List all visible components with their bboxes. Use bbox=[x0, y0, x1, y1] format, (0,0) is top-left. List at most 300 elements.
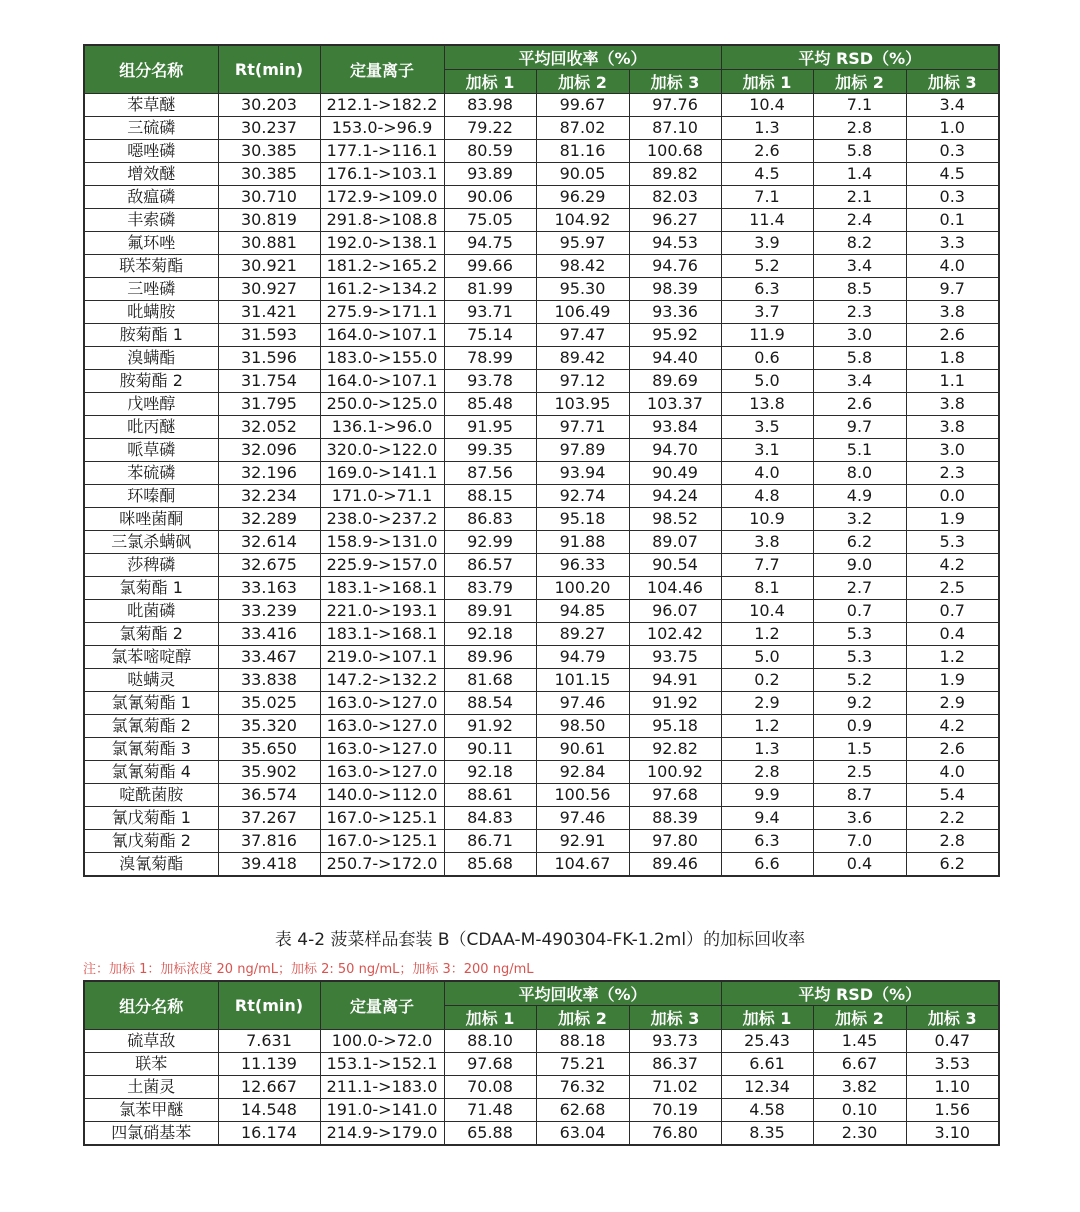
table-row bbox=[84, 853, 999, 877]
cell-rsd-spike-3: 2.5 bbox=[906, 577, 999, 600]
cell-rsd-spike-3: 0.47 bbox=[906, 1030, 999, 1053]
header-rsd-spike-2: 加标 2 bbox=[813, 1006, 906, 1030]
cell-retention-time: 7.631 bbox=[218, 1030, 320, 1053]
cell-recovery-spike-3: 93.84 bbox=[629, 416, 721, 439]
cell-rsd-spike-1: 25.43 bbox=[721, 1030, 813, 1053]
cell-quant-ion: 275.9->171.1 bbox=[320, 301, 444, 324]
header-component-name: 组分名称 bbox=[84, 981, 218, 1030]
cell-rsd-spike-1: 6.3 bbox=[721, 278, 813, 301]
cell-recovery-spike-2: 63.04 bbox=[536, 1122, 629, 1146]
cell-rsd-spike-3: 3.8 bbox=[906, 416, 999, 439]
cell-component-name: 联苯 bbox=[84, 1053, 218, 1076]
cell-component-name: 戊唑醇 bbox=[84, 393, 218, 416]
table-row bbox=[84, 439, 999, 462]
cell-rsd-spike-3: 4.2 bbox=[906, 715, 999, 738]
cell-rsd-spike-2: 8.0 bbox=[813, 462, 906, 485]
cell-recovery-spike-1: 93.78 bbox=[444, 370, 536, 393]
cell-retention-time: 32.234 bbox=[218, 485, 320, 508]
cell-rsd-spike-2: 8.7 bbox=[813, 784, 906, 807]
cell-recovery-spike-3: 93.73 bbox=[629, 1030, 721, 1053]
cell-rsd-spike-3: 2.3 bbox=[906, 462, 999, 485]
cell-rsd-spike-2: 0.7 bbox=[813, 600, 906, 623]
cell-recovery-spike-3: 94.70 bbox=[629, 439, 721, 462]
table-row bbox=[84, 324, 999, 347]
cell-retention-time: 32.196 bbox=[218, 462, 320, 485]
header-component-name: 组分名称 bbox=[84, 45, 218, 94]
cell-component-name: 溴螨酯 bbox=[84, 347, 218, 370]
header-rsd-spike-1: 加标 1 bbox=[721, 70, 813, 94]
cell-rsd-spike-1: 3.1 bbox=[721, 439, 813, 462]
cell-recovery-spike-3: 88.39 bbox=[629, 807, 721, 830]
cell-recovery-spike-2: 97.12 bbox=[536, 370, 629, 393]
cell-recovery-spike-1: 75.14 bbox=[444, 324, 536, 347]
cell-rsd-spike-1: 5.0 bbox=[721, 646, 813, 669]
cell-rsd-spike-3: 1.2 bbox=[906, 646, 999, 669]
cell-component-name: 氟环唑 bbox=[84, 232, 218, 255]
cell-quant-ion: 153.0->96.9 bbox=[320, 117, 444, 140]
cell-rsd-spike-2: 9.2 bbox=[813, 692, 906, 715]
header-avg-rsd: 平均 RSD（%） bbox=[721, 981, 999, 1006]
table-row bbox=[84, 485, 999, 508]
cell-recovery-spike-1: 86.71 bbox=[444, 830, 536, 853]
cell-recovery-spike-1: 91.92 bbox=[444, 715, 536, 738]
cell-rsd-spike-2: 2.1 bbox=[813, 186, 906, 209]
table-row bbox=[84, 830, 999, 853]
cell-component-name: 氯氰菊酯 2 bbox=[84, 715, 218, 738]
cell-quant-ion: 238.0->237.2 bbox=[320, 508, 444, 531]
table-row bbox=[84, 347, 999, 370]
cell-rsd-spike-2: 8.2 bbox=[813, 232, 906, 255]
cell-component-name: 氯苯嘧啶醇 bbox=[84, 646, 218, 669]
cell-recovery-spike-2: 62.68 bbox=[536, 1099, 629, 1122]
cell-rsd-spike-1: 2.8 bbox=[721, 761, 813, 784]
cell-quant-ion: 147.2->132.2 bbox=[320, 669, 444, 692]
cell-rsd-spike-1: 10.4 bbox=[721, 94, 813, 117]
cell-retention-time: 30.819 bbox=[218, 209, 320, 232]
cell-component-name: 溴氰菊酯 bbox=[84, 853, 218, 877]
cell-rsd-spike-2: 5.3 bbox=[813, 646, 906, 669]
cell-recovery-spike-1: 90.11 bbox=[444, 738, 536, 761]
cell-rsd-spike-2: 0.10 bbox=[813, 1099, 906, 1122]
header-rsd-spike-3: 加标 3 bbox=[906, 70, 999, 94]
cell-rsd-spike-1: 2.9 bbox=[721, 692, 813, 715]
cell-recovery-spike-3: 98.39 bbox=[629, 278, 721, 301]
table-row bbox=[84, 462, 999, 485]
cell-rsd-spike-2: 1.45 bbox=[813, 1030, 906, 1053]
cell-recovery-spike-2: 94.79 bbox=[536, 646, 629, 669]
cell-recovery-spike-3: 89.82 bbox=[629, 163, 721, 186]
table-header bbox=[84, 981, 999, 1030]
cell-recovery-spike-3: 100.68 bbox=[629, 140, 721, 163]
cell-component-name: 噁唑磷 bbox=[84, 140, 218, 163]
cell-rsd-spike-1: 8.1 bbox=[721, 577, 813, 600]
header-recovery-spike-1: 加标 1 bbox=[444, 70, 536, 94]
cell-recovery-spike-2: 96.29 bbox=[536, 186, 629, 209]
cell-rsd-spike-2: 3.82 bbox=[813, 1076, 906, 1099]
cell-retention-time: 30.921 bbox=[218, 255, 320, 278]
cell-rsd-spike-2: 6.2 bbox=[813, 531, 906, 554]
cell-recovery-spike-2: 106.49 bbox=[536, 301, 629, 324]
cell-quant-ion: 164.0->107.1 bbox=[320, 370, 444, 393]
cell-recovery-spike-3: 90.49 bbox=[629, 462, 721, 485]
cell-component-name: 咪唑菌酮 bbox=[84, 508, 218, 531]
cell-rsd-spike-3: 3.0 bbox=[906, 439, 999, 462]
cell-rsd-spike-2: 3.4 bbox=[813, 370, 906, 393]
cell-component-name: 增效醚 bbox=[84, 163, 218, 186]
cell-component-name: 土菌灵 bbox=[84, 1076, 218, 1099]
cell-rsd-spike-1: 1.2 bbox=[721, 715, 813, 738]
cell-quant-ion: 100.0->72.0 bbox=[320, 1030, 444, 1053]
cell-recovery-spike-1: 81.68 bbox=[444, 669, 536, 692]
cell-recovery-spike-2: 97.46 bbox=[536, 807, 629, 830]
cell-component-name: 苯硫磷 bbox=[84, 462, 218, 485]
cell-recovery-spike-1: 71.48 bbox=[444, 1099, 536, 1122]
cell-recovery-spike-2: 90.61 bbox=[536, 738, 629, 761]
cell-rsd-spike-1: 2.6 bbox=[721, 140, 813, 163]
cell-rsd-spike-3: 3.3 bbox=[906, 232, 999, 255]
cell-retention-time: 32.096 bbox=[218, 439, 320, 462]
cell-rsd-spike-3: 0.3 bbox=[906, 186, 999, 209]
cell-recovery-spike-1: 93.71 bbox=[444, 301, 536, 324]
cell-recovery-spike-3: 94.24 bbox=[629, 485, 721, 508]
cell-component-name: 哒螨灵 bbox=[84, 669, 218, 692]
cell-component-name: 三氯杀螨砜 bbox=[84, 531, 218, 554]
cell-component-name: 氯菊酯 2 bbox=[84, 623, 218, 646]
cell-retention-time: 11.139 bbox=[218, 1053, 320, 1076]
cell-rsd-spike-1: 0.2 bbox=[721, 669, 813, 692]
header-recovery-spike-1: 加标 1 bbox=[444, 1006, 536, 1030]
cell-recovery-spike-1: 70.08 bbox=[444, 1076, 536, 1099]
recovery-table-1 bbox=[83, 44, 1000, 877]
cell-rsd-spike-2: 3.0 bbox=[813, 324, 906, 347]
cell-rsd-spike-1: 3.7 bbox=[721, 301, 813, 324]
cell-recovery-spike-3: 76.80 bbox=[629, 1122, 721, 1146]
cell-rsd-spike-2: 2.8 bbox=[813, 117, 906, 140]
cell-recovery-spike-3: 70.19 bbox=[629, 1099, 721, 1122]
cell-component-name: 三唑磷 bbox=[84, 278, 218, 301]
header-rsd-spike-1: 加标 1 bbox=[721, 1006, 813, 1030]
cell-retention-time: 31.421 bbox=[218, 301, 320, 324]
cell-rsd-spike-1: 4.58 bbox=[721, 1099, 813, 1122]
cell-rsd-spike-3: 3.53 bbox=[906, 1053, 999, 1076]
cell-retention-time: 33.838 bbox=[218, 669, 320, 692]
table-body bbox=[84, 94, 999, 877]
cell-recovery-spike-2: 98.42 bbox=[536, 255, 629, 278]
cell-component-name: 联苯菊酯 bbox=[84, 255, 218, 278]
cell-rsd-spike-3: 0.4 bbox=[906, 623, 999, 646]
cell-retention-time: 32.289 bbox=[218, 508, 320, 531]
cell-recovery-spike-1: 90.06 bbox=[444, 186, 536, 209]
cell-rsd-spike-2: 2.7 bbox=[813, 577, 906, 600]
cell-rsd-spike-3: 2.9 bbox=[906, 692, 999, 715]
cell-component-name: 哌草磷 bbox=[84, 439, 218, 462]
cell-retention-time: 31.593 bbox=[218, 324, 320, 347]
cell-retention-time: 12.667 bbox=[218, 1076, 320, 1099]
cell-recovery-spike-1: 83.98 bbox=[444, 94, 536, 117]
cell-rsd-spike-2: 3.2 bbox=[813, 508, 906, 531]
cell-rsd-spike-2: 5.3 bbox=[813, 623, 906, 646]
cell-retention-time: 32.052 bbox=[218, 416, 320, 439]
cell-recovery-spike-1: 81.99 bbox=[444, 278, 536, 301]
cell-quant-ion: 219.0->107.1 bbox=[320, 646, 444, 669]
cell-rsd-spike-2: 7.1 bbox=[813, 94, 906, 117]
cell-rsd-spike-1: 4.5 bbox=[721, 163, 813, 186]
cell-quant-ion: 172.9->109.0 bbox=[320, 186, 444, 209]
cell-quant-ion: 167.0->125.1 bbox=[320, 830, 444, 853]
cell-rsd-spike-3: 3.8 bbox=[906, 301, 999, 324]
table-row bbox=[84, 715, 999, 738]
cell-recovery-spike-1: 89.96 bbox=[444, 646, 536, 669]
cell-quant-ion: 163.0->127.0 bbox=[320, 715, 444, 738]
cell-rsd-spike-1: 9.9 bbox=[721, 784, 813, 807]
cell-rsd-spike-1: 6.3 bbox=[721, 830, 813, 853]
cell-rsd-spike-3: 9.7 bbox=[906, 278, 999, 301]
cell-rsd-spike-2: 2.5 bbox=[813, 761, 906, 784]
table-body bbox=[84, 1030, 999, 1146]
cell-rsd-spike-3: 4.0 bbox=[906, 761, 999, 784]
cell-rsd-spike-3: 0.1 bbox=[906, 209, 999, 232]
table-row bbox=[84, 1076, 999, 1099]
cell-recovery-spike-1: 99.35 bbox=[444, 439, 536, 462]
cell-quant-ion: 191.0->141.0 bbox=[320, 1099, 444, 1122]
cell-retention-time: 36.574 bbox=[218, 784, 320, 807]
cell-component-name: 敌瘟磷 bbox=[84, 186, 218, 209]
cell-quant-ion: 214.9->179.0 bbox=[320, 1122, 444, 1146]
cell-recovery-spike-3: 97.80 bbox=[629, 830, 721, 853]
cell-rsd-spike-2: 5.8 bbox=[813, 140, 906, 163]
cell-component-name: 环嗪酮 bbox=[84, 485, 218, 508]
cell-recovery-spike-2: 100.20 bbox=[536, 577, 629, 600]
cell-recovery-spike-3: 103.37 bbox=[629, 393, 721, 416]
cell-retention-time: 37.816 bbox=[218, 830, 320, 853]
cell-rsd-spike-1: 4.8 bbox=[721, 485, 813, 508]
table-row bbox=[84, 117, 999, 140]
cell-rsd-spike-3: 2.6 bbox=[906, 738, 999, 761]
cell-recovery-spike-2: 97.89 bbox=[536, 439, 629, 462]
cell-recovery-spike-1: 78.99 bbox=[444, 347, 536, 370]
cell-rsd-spike-2: 5.8 bbox=[813, 347, 906, 370]
cell-recovery-spike-1: 75.05 bbox=[444, 209, 536, 232]
header-retention-time: Rt(min) bbox=[218, 45, 320, 94]
cell-recovery-spike-3: 94.53 bbox=[629, 232, 721, 255]
cell-recovery-spike-2: 103.95 bbox=[536, 393, 629, 416]
cell-component-name: 丰索磷 bbox=[84, 209, 218, 232]
cell-recovery-spike-3: 91.92 bbox=[629, 692, 721, 715]
cell-recovery-spike-3: 89.07 bbox=[629, 531, 721, 554]
cell-recovery-spike-2: 75.21 bbox=[536, 1053, 629, 1076]
table-row bbox=[84, 186, 999, 209]
cell-recovery-spike-2: 87.02 bbox=[536, 117, 629, 140]
header-recovery-spike-3: 加标 3 bbox=[629, 70, 721, 94]
cell-recovery-spike-2: 93.94 bbox=[536, 462, 629, 485]
cell-recovery-spike-1: 94.75 bbox=[444, 232, 536, 255]
cell-component-name: 吡螨胺 bbox=[84, 301, 218, 324]
cell-recovery-spike-3: 89.46 bbox=[629, 853, 721, 877]
cell-rsd-spike-3: 5.3 bbox=[906, 531, 999, 554]
cell-recovery-spike-2: 90.05 bbox=[536, 163, 629, 186]
cell-rsd-spike-3: 3.10 bbox=[906, 1122, 999, 1146]
cell-retention-time: 33.163 bbox=[218, 577, 320, 600]
cell-quant-ion: 225.9->157.0 bbox=[320, 554, 444, 577]
cell-recovery-spike-2: 97.47 bbox=[536, 324, 629, 347]
cell-retention-time: 33.467 bbox=[218, 646, 320, 669]
cell-rsd-spike-1: 9.4 bbox=[721, 807, 813, 830]
cell-recovery-spike-2: 98.50 bbox=[536, 715, 629, 738]
table-row bbox=[84, 278, 999, 301]
table-row bbox=[84, 209, 999, 232]
cell-component-name: 啶酰菌胺 bbox=[84, 784, 218, 807]
cell-rsd-spike-1: 1.3 bbox=[721, 117, 813, 140]
cell-rsd-spike-3: 0.3 bbox=[906, 140, 999, 163]
cell-recovery-spike-2: 101.15 bbox=[536, 669, 629, 692]
cell-recovery-spike-1: 87.56 bbox=[444, 462, 536, 485]
cell-recovery-spike-1: 91.95 bbox=[444, 416, 536, 439]
table-row bbox=[84, 761, 999, 784]
cell-recovery-spike-2: 104.92 bbox=[536, 209, 629, 232]
cell-quant-ion: 153.1->152.1 bbox=[320, 1053, 444, 1076]
table-row bbox=[84, 1099, 999, 1122]
cell-rsd-spike-1: 3.5 bbox=[721, 416, 813, 439]
cell-recovery-spike-3: 71.02 bbox=[629, 1076, 721, 1099]
cell-recovery-spike-1: 80.59 bbox=[444, 140, 536, 163]
table-row bbox=[84, 301, 999, 324]
table-row bbox=[84, 646, 999, 669]
table-header bbox=[84, 45, 999, 94]
cell-retention-time: 37.267 bbox=[218, 807, 320, 830]
cell-rsd-spike-2: 3.6 bbox=[813, 807, 906, 830]
cell-retention-time: 30.881 bbox=[218, 232, 320, 255]
cell-rsd-spike-1: 6.61 bbox=[721, 1053, 813, 1076]
cell-component-name: 胺菊酯 2 bbox=[84, 370, 218, 393]
header-avg-rsd: 平均 RSD（%） bbox=[721, 45, 999, 70]
cell-component-name: 莎稗磷 bbox=[84, 554, 218, 577]
cell-recovery-spike-1: 89.91 bbox=[444, 600, 536, 623]
cell-quant-ion: 212.1->182.2 bbox=[320, 94, 444, 117]
header-avg-recovery: 平均回收率（%） bbox=[444, 45, 721, 70]
cell-component-name: 氯氰菊酯 1 bbox=[84, 692, 218, 715]
cell-rsd-spike-2: 1.5 bbox=[813, 738, 906, 761]
cell-rsd-spike-1: 0.6 bbox=[721, 347, 813, 370]
table-row bbox=[84, 508, 999, 531]
cell-recovery-spike-2: 91.88 bbox=[536, 531, 629, 554]
cell-recovery-spike-2: 92.91 bbox=[536, 830, 629, 853]
cell-recovery-spike-3: 96.27 bbox=[629, 209, 721, 232]
table-row bbox=[84, 784, 999, 807]
cell-rsd-spike-3: 4.5 bbox=[906, 163, 999, 186]
cell-retention-time: 30.237 bbox=[218, 117, 320, 140]
cell-recovery-spike-3: 100.92 bbox=[629, 761, 721, 784]
cell-rsd-spike-1: 10.4 bbox=[721, 600, 813, 623]
cell-rsd-spike-1: 11.4 bbox=[721, 209, 813, 232]
cell-recovery-spike-2: 95.30 bbox=[536, 278, 629, 301]
cell-recovery-spike-2: 89.27 bbox=[536, 623, 629, 646]
cell-recovery-spike-2: 76.32 bbox=[536, 1076, 629, 1099]
table-row bbox=[84, 807, 999, 830]
cell-rsd-spike-3: 2.2 bbox=[906, 807, 999, 830]
cell-retention-time: 35.902 bbox=[218, 761, 320, 784]
table-row bbox=[84, 1053, 999, 1076]
cell-component-name: 氰戊菊酯 1 bbox=[84, 807, 218, 830]
cell-retention-time: 31.795 bbox=[218, 393, 320, 416]
table-row bbox=[84, 140, 999, 163]
cell-rsd-spike-3: 5.4 bbox=[906, 784, 999, 807]
cell-component-name: 吡菌磷 bbox=[84, 600, 218, 623]
cell-recovery-spike-3: 82.03 bbox=[629, 186, 721, 209]
cell-recovery-spike-3: 96.07 bbox=[629, 600, 721, 623]
cell-component-name: 硫草敌 bbox=[84, 1030, 218, 1053]
cell-recovery-spike-2: 96.33 bbox=[536, 554, 629, 577]
cell-retention-time: 33.416 bbox=[218, 623, 320, 646]
cell-rsd-spike-1: 12.34 bbox=[721, 1076, 813, 1099]
header-recovery-spike-3: 加标 3 bbox=[629, 1006, 721, 1030]
cell-recovery-spike-3: 93.75 bbox=[629, 646, 721, 669]
cell-rsd-spike-3: 0.7 bbox=[906, 600, 999, 623]
cell-recovery-spike-3: 97.76 bbox=[629, 94, 721, 117]
cell-retention-time: 30.385 bbox=[218, 163, 320, 186]
cell-component-name: 氯菊酯 1 bbox=[84, 577, 218, 600]
cell-retention-time: 39.418 bbox=[218, 853, 320, 877]
table-caption: 表 4-2 菠菜样品套装 B（CDAA-M-490304-FK-1.2ml）的加标回收率 bbox=[274, 930, 806, 950]
cell-component-name: 氯氰菊酯 3 bbox=[84, 738, 218, 761]
cell-quant-ion: 176.1->103.1 bbox=[320, 163, 444, 186]
cell-rsd-spike-1: 1.2 bbox=[721, 623, 813, 646]
table-row bbox=[84, 163, 999, 186]
cell-quant-ion: 211.1->183.0 bbox=[320, 1076, 444, 1099]
cell-retention-time: 35.025 bbox=[218, 692, 320, 715]
cell-recovery-spike-2: 94.85 bbox=[536, 600, 629, 623]
cell-rsd-spike-3: 1.9 bbox=[906, 508, 999, 531]
cell-quant-ion: 161.2->134.2 bbox=[320, 278, 444, 301]
cell-rsd-spike-2: 2.4 bbox=[813, 209, 906, 232]
table-row bbox=[84, 255, 999, 278]
cell-retention-time: 30.385 bbox=[218, 140, 320, 163]
header-rsd-spike-2: 加标 2 bbox=[813, 70, 906, 94]
cell-rsd-spike-3: 2.8 bbox=[906, 830, 999, 853]
cell-recovery-spike-3: 94.76 bbox=[629, 255, 721, 278]
cell-component-name: 苯草醚 bbox=[84, 94, 218, 117]
cell-rsd-spike-1: 5.2 bbox=[721, 255, 813, 278]
cell-rsd-spike-1: 7.7 bbox=[721, 554, 813, 577]
cell-rsd-spike-2: 0.9 bbox=[813, 715, 906, 738]
cell-retention-time: 33.239 bbox=[218, 600, 320, 623]
cell-quant-ion: 167.0->125.1 bbox=[320, 807, 444, 830]
cell-rsd-spike-3: 0.0 bbox=[906, 485, 999, 508]
cell-rsd-spike-1: 8.35 bbox=[721, 1122, 813, 1146]
cell-rsd-spike-3: 1.56 bbox=[906, 1099, 999, 1122]
cell-quant-ion: 169.0->141.1 bbox=[320, 462, 444, 485]
cell-recovery-spike-2: 89.42 bbox=[536, 347, 629, 370]
cell-rsd-spike-1: 11.9 bbox=[721, 324, 813, 347]
cell-recovery-spike-1: 99.66 bbox=[444, 255, 536, 278]
table-row bbox=[84, 94, 999, 117]
cell-rsd-spike-1: 13.8 bbox=[721, 393, 813, 416]
cell-recovery-spike-1: 93.89 bbox=[444, 163, 536, 186]
cell-recovery-spike-3: 98.52 bbox=[629, 508, 721, 531]
cell-quant-ion: 158.9->131.0 bbox=[320, 531, 444, 554]
cell-rsd-spike-1: 10.9 bbox=[721, 508, 813, 531]
cell-rsd-spike-3: 3.4 bbox=[906, 94, 999, 117]
cell-rsd-spike-3: 3.8 bbox=[906, 393, 999, 416]
cell-rsd-spike-1: 5.0 bbox=[721, 370, 813, 393]
header-rsd-spike-3: 加标 3 bbox=[906, 1006, 999, 1030]
cell-rsd-spike-1: 1.3 bbox=[721, 738, 813, 761]
cell-recovery-spike-3: 93.36 bbox=[629, 301, 721, 324]
cell-quant-ion: 163.0->127.0 bbox=[320, 692, 444, 715]
cell-retention-time: 30.927 bbox=[218, 278, 320, 301]
table-row bbox=[84, 600, 999, 623]
cell-rsd-spike-3: 1.10 bbox=[906, 1076, 999, 1099]
cell-recovery-spike-3: 87.10 bbox=[629, 117, 721, 140]
